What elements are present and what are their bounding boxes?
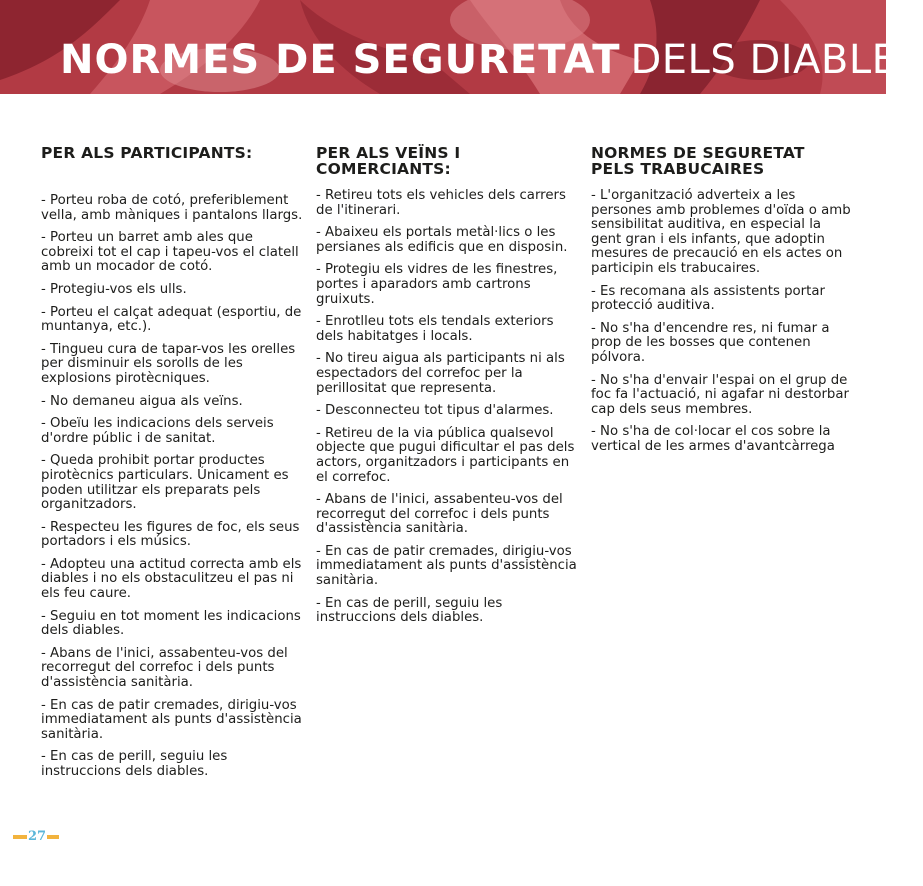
page-title: [60, 36, 923, 84]
column-trabucaires: [591, 145, 853, 463]
list-item: - Es recomana als assistents portar protecció auditiva.: [591, 283, 825, 314]
list-item: - En cas de patir cremades, dirigiu-vos immediatament als punts d'assistència sanitària.: [316, 543, 577, 589]
rules-list: [41, 194, 307, 780]
list-item: - Porteu el calçat adequat (esportiu, de muntanya, etc.).: [41, 304, 302, 335]
list-item: - Retireu tots els vehicles dels carrers de l'itinerari.: [316, 188, 566, 218]
header-banner: [0, 0, 923, 94]
list-item: - Porteu un barret amb ales que cobreixi tot el cap i tapeu-vos el clatell amb un mocador de cotó.: [41, 230, 299, 275]
title-bold-part: NORMES DE SEGURETAT: [60, 37, 621, 83]
list-item: - Adopteu una actitud correcta amb els diables i no els obstaculitzeu el pas ni els feu caure.: [41, 556, 302, 602]
rules-list: [316, 189, 582, 626]
column-participants: [41, 145, 307, 788]
list-item: - Tingueu cura de tapar-vos les orelles per disminuir els sorolls de les explosions pirotècniques.: [41, 341, 296, 386]
list-item: - Retireu de la via pública qualsevol objecte que pugui dificultar el pas dels actors, organitzadors i participants en el correfoc.: [316, 425, 575, 485]
list-item: - Protegiu els vidres de les finestres, portes i aparadors amb cartrons gruixuts.: [316, 262, 558, 307]
list-item: - Seguiu en tot moment les indicacions dels diables.: [41, 608, 301, 639]
rules-list: [591, 189, 853, 455]
list-item: - Abaixeu els portals metàl·lics o les persianes als edificis que en disposin.: [316, 225, 568, 255]
column-neighbours: [316, 145, 582, 634]
page-number-text: 27: [28, 829, 47, 844]
list-item: - Abans de l'inici, assabenteu-vos del recorregut del correfoc i dels punts d'assistència sanitària.: [316, 492, 563, 537]
list-item: - Porteu roba de cotó, preferiblement vella, amb màniques i pantalons llargs.: [41, 193, 303, 223]
list-item: - No s'ha d'envair l'espai on el grup de foc fa l'actuació, ni agafar ni destorbar cap dels seus membres.: [591, 372, 849, 417]
list-item: - En cas de patir cremades, dirigiu-vos immediatament als punts d'assistència sanitària.: [41, 697, 302, 742]
list-item: - Respecteu les figures de foc, els seus portadors i els músics.: [41, 519, 300, 550]
list-item: - Obeïu les indicacions dels serveis d'ordre públic i de sanitat.: [41, 416, 274, 446]
list-item: - Abans de l'inici, assabenteu-vos del recorregut del correfoc i dels punts d'assistència sanitària.: [41, 645, 288, 691]
list-item: - Desconnecteu tot tipus d'alarmes.: [316, 403, 554, 419]
list-item: - En cas de perill, seguiu les instruccions dels diables.: [41, 749, 228, 779]
list-item: - No demaneu aigua als veïns.: [41, 393, 243, 409]
list-item: - No tireu aigua als participants ni als espectadors del correfoc per la perillositat que representa.: [316, 351, 565, 396]
list-item: - Protegiu-vos els ulls.: [41, 281, 187, 297]
list-item: - No s'ha d'encendre res, ni fumar a prop de les bosses que contenen pólvora.: [591, 320, 830, 365]
list-item: - No s'ha de col·locar el cos sobre la vertical de les armes d'avantcàrrega: [591, 424, 835, 454]
list-item: - En cas de perill, seguiu les instruccions dels diables.: [316, 595, 503, 626]
list-item: - Enrotlleu tots els tendals exteriors dels habitatges i locals.: [316, 314, 554, 344]
column-heading: PER ALS VEÏNS I COMERCIANTS:: [316, 144, 461, 178]
list-item: - Queda prohibit portar productes pirotècnics particulars. Únicament es poden utilitzar els preparats pels organitzadors.: [41, 453, 289, 513]
column-heading: NORMES DE SEGURETAT PELS TRABUCAIRES: [591, 144, 805, 178]
title-light-part: DELS DIABLES: [630, 37, 923, 83]
page-number: [13, 829, 59, 845]
list-item: - L'organització adverteix a les persones amb problemes d'oïda o amb sensibilitat auditiva, en especial la gent gran i els infants, que adoptin mesures de precaució en els actes on participin els trabucaires.: [591, 188, 851, 276]
column-heading: PER ALS PARTICIPANTS:: [41, 144, 253, 162]
